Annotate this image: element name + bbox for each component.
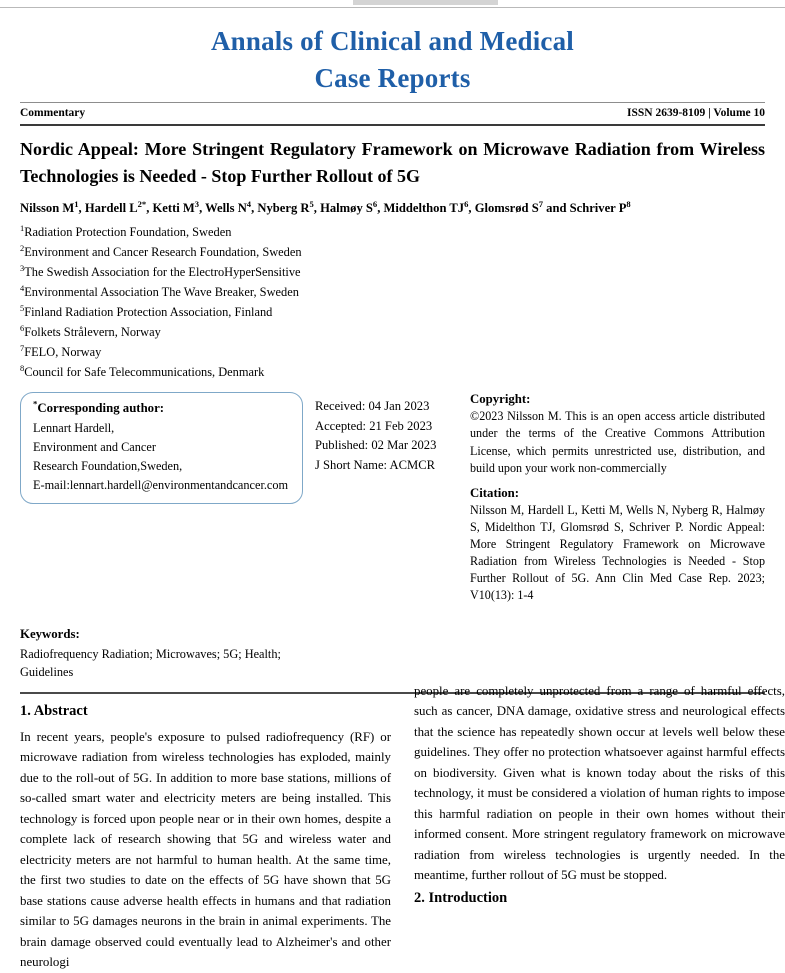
abstract-text-left: In recent years, people's exposure to pulsed radiofrequency (RF) or microwave radiation from wireless technologies has exploded, mainly due to the roll-out of 5G. In addition to more base stations, millions of so-called smart water and electricity meters are being installed. This technology is forced upon people near or in their own homes, despite a complete lack of research showing that 5G and wireless water and electricity meters are not harmful to human health. At the same time, the first two studies to date on the effects of 5G have shown that 5G base stations cause adverse health effects in humans and that radiation similar to 5G damages neurons in the brain in animal experiments. The brain damage observed could eventually lead to Alzheimer's and other neurologi — [20, 729, 391, 970]
affiliation-item — [20, 322, 765, 342]
meta-column-left — [20, 392, 315, 504]
affiliation-item — [20, 282, 765, 302]
author-affiliation-marker: 6 — [464, 199, 469, 210]
issn-volume-label: ISSN 2639-8109 | Volume 10 — [627, 107, 765, 120]
author-name: Wells N — [205, 201, 247, 216]
meta-column-dates — [315, 392, 470, 475]
affiliation-text: Environment and Cancer Research Foundation, Sweden — [24, 244, 302, 259]
author-name: Ketti M — [152, 201, 195, 216]
affiliation-marker: 7 — [20, 343, 25, 354]
introduction-heading: 2. Introduction — [414, 889, 508, 906]
author-name: Middelthon TJ — [383, 201, 465, 216]
copyright-text: ©2023 Nilsson M. This is an open access article distributed under the terms of the Creative Commons Attribution License, which permits unrestricted use, distribution, and build upon your work non-commercially — [470, 409, 765, 475]
author-name: Nyberg R — [257, 201, 310, 216]
affiliation-marker: 6 — [20, 323, 25, 334]
author-affiliation-marker: 3 — [194, 199, 200, 210]
affiliation-item — [20, 242, 765, 262]
author-affiliation-marker: 8 — [626, 199, 631, 210]
affiliation-marker: 3 — [20, 262, 25, 273]
affiliation-item — [20, 342, 765, 362]
author-name: Glomsrød S — [474, 201, 539, 216]
top-decorative-strip — [0, 0, 785, 9]
affiliation-text: Environmental Association The Wave Breaker, Sweden — [24, 284, 299, 299]
affiliation-marker: 2 — [20, 242, 25, 253]
body-columns — [20, 683, 785, 973]
citation-heading: Citation: — [470, 485, 520, 500]
affiliation-text: Finland Radiation Protection Association, Finland — [24, 305, 273, 320]
runhead-bottom-rule — [20, 124, 765, 126]
corresponding-author-box — [20, 392, 303, 504]
received-date: Received: 04 Jan 2023 — [315, 399, 430, 414]
author-affiliation-marker: 6 — [372, 199, 378, 210]
keywords-block — [20, 627, 315, 682]
abstract-text-right: people are completely unprotected from a range of harmful effects, such as cancer, DNA damage, oxidative stress and neurological effects that the science has repeatedly shown occur at levels well below these guidelines. They offer no protection whatsoever against harmful effects on biodiversity. Given what is known today about the risks of this technology, it must be considered a violation of human rights to impose this harmful radiation on people in their own homes without their informed consent. More stringent regulatory framework on microwave radiation from wireless technologies is urgently needed. In the meantime, further rollout of 5G must be stopped. — [414, 683, 785, 883]
affiliation-marker: 5 — [20, 302, 25, 313]
author-name: Halmøy S — [320, 201, 373, 216]
author-affiliation-marker: 1 — [74, 199, 79, 210]
author-name: Hardell L — [84, 201, 138, 216]
citation-text: Nilsson M, Hardell L, Ketti M, Wells N, Nyberg R, Halmøy S, Midelthon TJ, Glomsrød S, Schriver P. Nordic Appeal: More Stringent Regulatory Framework on Microwave Radiation from Wireless Technologies is Needed - Stop Further Rollout of 5G. Ann Clin Med Case Rep. 2023; V10(13): 1-4 — [470, 502, 765, 602]
author-affiliation-marker: 7 — [538, 199, 543, 210]
journal-title-line-1: Annals of Clinical and Medical — [210, 26, 575, 56]
author-affiliation-marker: 4 — [246, 199, 252, 210]
keywords-text: Radiofrequency Radiation; Microwaves; 5G; Health; Guidelines — [20, 646, 281, 679]
corresponding-author-email[interactable]: E-mail:lennart.hardell@environmentandcancer.com — [33, 477, 289, 492]
author-affiliation-marker: 2* — [137, 199, 147, 210]
body-column-right — [414, 681, 785, 973]
affiliation-list — [20, 222, 765, 383]
journal-masthead — [20, 9, 765, 102]
abstract-heading: 1. Abstract — [20, 702, 88, 719]
corresponding-author-asterisk: * — [33, 399, 38, 410]
corresponding-author-heading-text: Corresponding author: — [37, 401, 165, 416]
author-name: Nilsson M — [20, 201, 75, 216]
affiliation-item — [20, 302, 765, 322]
affiliation-marker: 4 — [20, 282, 25, 293]
page-title: Nordic Appeal: More Stringent Regulatory Framework on Microwave Radiation from Wireless Technologies is Needed - Stop Further Rollout of 5G — [20, 139, 765, 187]
top-gray-tab — [353, 0, 498, 5]
affiliation-text: Radiation Protection Foundation, Sweden — [24, 224, 232, 239]
journal-short-name: J Short Name: ACMCR — [315, 457, 436, 472]
author-affiliation-marker: 5 — [309, 199, 314, 210]
author-list: Nilsson $M^1$, Hardell $L^{2*}$, Ketti $M^3$, Wells $N^4$, Nyberg $R^5$, Halmøy $S^6$, Middelthon $TJ^6$, Glomsrød $S^7$ and Schriver $P^8$ — [20, 199, 631, 216]
affiliation-text: The Swedish Association for the ElectroHyperSensitive — [24, 264, 301, 279]
affiliation-marker: 1 — [20, 222, 25, 233]
affiliation-text: Folkets Strålevern, Norway — [24, 325, 161, 340]
page-content — [0, 9, 785, 973]
keywords-heading: Keywords: — [20, 626, 80, 641]
meta-column-rights — [470, 392, 765, 612]
accepted-date: Accepted: 21 Feb 2023 — [315, 418, 433, 433]
journal-title-line-2: Case Reports — [314, 62, 471, 93]
copyright-heading: Copyright: — [470, 392, 531, 407]
affiliation-text: FELO, Norway — [24, 345, 102, 360]
affiliation-text: Council for Safe Telecommunications, Denmark — [24, 365, 265, 380]
published-date: Published: 02 Mar 2023 — [315, 438, 437, 453]
body-column-left — [20, 703, 391, 973]
article-type-label: Commentary — [20, 107, 86, 120]
affiliation-item — [20, 222, 765, 242]
affiliation-marker: 8 — [20, 363, 25, 374]
corresponding-author-line: Environment and Cancer — [33, 440, 156, 455]
top-hairline-rule — [0, 7, 785, 8]
corresponding-author-heading — [33, 401, 292, 416]
corresponding-author-line: Research Foundation,Sweden, — [33, 458, 183, 473]
running-head — [20, 103, 765, 124]
author-name: Schriver P — [569, 201, 627, 216]
affiliation-item — [20, 262, 765, 282]
article-meta-band — [20, 392, 765, 612]
corresponding-author-line: Lennart Hardell, — [33, 421, 115, 436]
affiliation-item — [20, 362, 765, 382]
